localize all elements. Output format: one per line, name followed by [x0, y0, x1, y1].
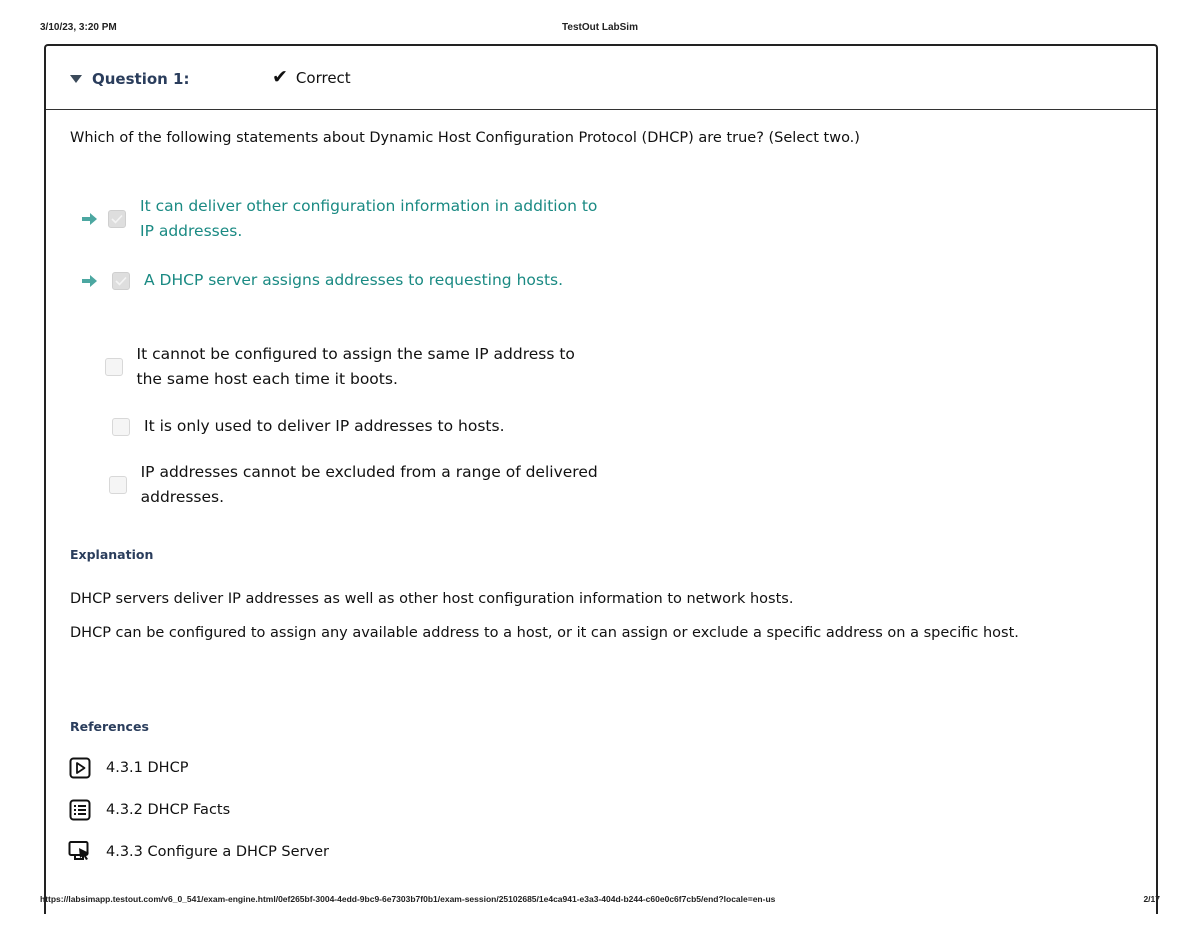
reference-label: 4.3.3 Configure a DHCP Server	[106, 844, 329, 860]
video-play-icon	[68, 756, 92, 780]
correct-answer-arrow-icon	[82, 212, 100, 226]
answer-label: It can deliver other configuration information in addition to IP addresses.	[140, 197, 598, 240]
references-heading: References	[70, 719, 149, 734]
status-text: Correct	[295, 68, 351, 87]
question-collapse-toggle[interactable]	[70, 70, 190, 88]
print-datetime: 3/10/23, 3:20 PM	[40, 22, 117, 33]
answer-option	[82, 194, 602, 244]
question-header	[46, 46, 1156, 110]
question-prompt: Which of the following statements about Dynamic Host Configuration Protocol (DHCP) are true? (Select two.)	[70, 130, 860, 146]
answer-option	[82, 268, 602, 293]
answer-label: A DHCP server assigns addresses to requesting hosts.	[144, 271, 564, 289]
answer-label: IP addresses cannot be excluded from a range of delivered addresses.	[140, 463, 598, 506]
print-page-number: 2/17	[1143, 894, 1160, 904]
answer-label: It is only used to deliver IP addresses to hosts.	[144, 417, 505, 435]
question-card	[44, 44, 1158, 914]
lab-simulation-icon	[68, 840, 92, 864]
explanation-paragraph: DHCP can be configured to assign any available address to a host, or it can assign or exclude a specific address on a specific host.	[70, 625, 1019, 641]
caret-down-icon	[70, 75, 82, 83]
checkmark-icon: ✔	[272, 67, 288, 88]
reference-label: 4.3.2 DHCP Facts	[106, 802, 231, 818]
answer-checkbox[interactable]	[109, 476, 127, 494]
print-url: https://labsimapp.testout.com/v6_0_541/exam-engine.html/0ef265bf-3004-4edd-9bc9-6e7303b7f0b1/exam-session/25102685/1e4ca941-e3a3-404d-b244-c60e0c6f7cb5/end?locale=en-us	[40, 894, 776, 904]
reference-link-configure-dhcp-server[interactable]	[68, 840, 329, 864]
print-site-title: TestOut LabSim	[562, 22, 638, 33]
answer-checkbox[interactable]	[112, 418, 130, 436]
answer-option	[82, 342, 602, 392]
explanation-heading: Explanation	[70, 547, 154, 562]
answer-label: It cannot be configured to assign the same IP address to the same host each time it boots.	[136, 345, 575, 388]
reference-link-dhcp-video[interactable]	[68, 756, 188, 780]
question-title: Question 1:	[92, 70, 190, 88]
explanation-paragraph: DHCP servers deliver IP addresses as well as other host configuration information to network hosts.	[70, 591, 794, 607]
text-list-icon	[68, 798, 92, 822]
question-status	[272, 68, 351, 87]
correct-answer-arrow-icon	[82, 274, 104, 288]
answer-option	[82, 460, 602, 510]
answer-checkbox[interactable]	[105, 358, 123, 376]
reference-label: 4.3.1 DHCP	[106, 760, 189, 776]
reference-link-dhcp-facts[interactable]	[68, 798, 230, 822]
answer-checkbox[interactable]	[108, 210, 126, 228]
answer-checkbox[interactable]	[112, 272, 130, 290]
answer-option	[82, 414, 602, 439]
